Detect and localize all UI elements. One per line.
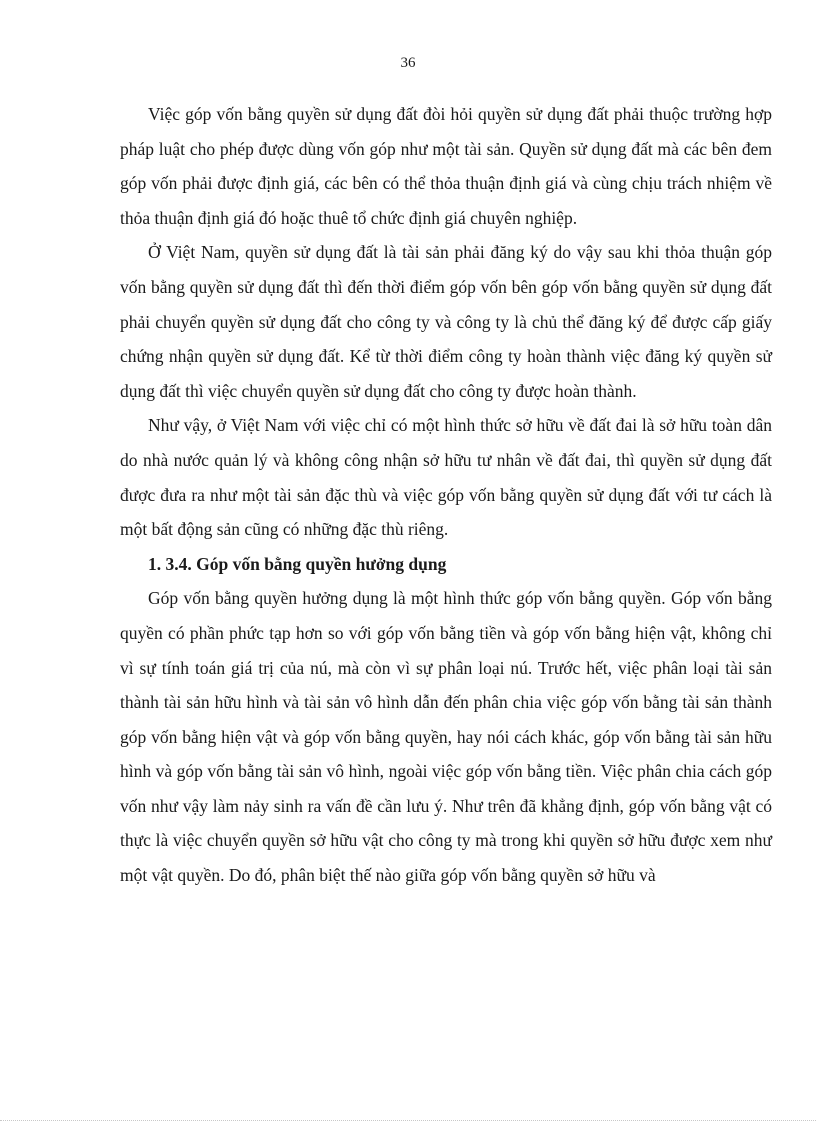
paragraph-vietnam-registration: Ở Việt Nam, quyền sử dụng đất là tài sản phải đăng ký do vậy sau khi thỏa thuận góp vốn bằng quyền sử dụng đất thì đến thời điểm góp vốn bên góp vốn bằng quyền sử dụng đất phải chuyển quyền sử dụng đất cho công ty và công ty là chủ thể đăng ký để được cấp giấy chứng nhận quyền sử dụng đất. Kể từ thời điểm công ty hoàn thành việc đăng ký quyền sử dụng đất thì việc chuyển quyền sử dụng đất cho công ty được hoàn thành.: [120, 242, 772, 401]
section-heading: 1. 3.4. Góp vốn bằng quyền hưởng dụng: [148, 553, 447, 574]
page-number: 36: [400, 55, 416, 71]
page-bottom-divider: [0, 1120, 816, 1121]
paragraph-land-use-capital: Việc góp vốn bằng quyền sử dụng đất đòi hỏi quyền sử dụng đất phải thuộc trường hợp pháp luật cho phép được dùng vốn góp như một tài sản. Quyền sử dụng đất mà các bên đem góp vốn phải được định giá, các bên có thể thỏa thuận định giá và cùng chịu trách nhiệm về thỏa thuận định giá đó hoặc thuê tổ chức định giá chuyên nghiệp.: [120, 104, 772, 228]
paragraph-usufruct-capital: Góp vốn bằng quyền hưởng dụng là một hình thức góp vốn bằng quyền. Góp vốn bằng quyền có phần phức tạp hơn so với góp vốn bằng tiền và góp vốn bằng hiện vật, không chỉ vì sự tính toán giá trị của nú, mà còn vì sự phân loại nú. Trước hết, việc phân loại tài sản thành tài sản hữu hình và tài sản vô hình dẫn đến phân chia việc góp vốn bằng tài sản thành góp vốn bằng hiện vật và góp vốn bằng quyền, hay nói cách khác, góp vốn bằng tài sản hữu hình và góp vốn bằng tài sản vô hình, ngoài việc góp vốn bằng tiền. Việc phân chia cách góp vốn như vậy làm nảy sinh ra vấn đề cần lưu ý. Như trên đã khẳng định, góp vốn bằng vật có thực là việc chuyển quyền sở hữu vật cho công ty mà trong khi quyền sở hữu được xem như một vật quyền. Do đó, phân biệt thế nào giữa góp vốn bằng quyền sở hữu và: [120, 588, 772, 886]
page-body: [120, 97, 772, 893]
paragraph-ownership-summary: Như vậy, ở Việt Nam với việc chỉ có một hình thức sở hữu về đất đai là sở hữu toàn dân do nhà nước quản lý và không công nhận sở hữu tư nhân về đất đai, thì quyền sử dụng đất được đưa ra như một tài sản đặc thù và việc góp vốn bằng quyền sử dụng đất với tư cách là một bất động sản cũng có những đặc thù riêng.: [120, 415, 772, 540]
